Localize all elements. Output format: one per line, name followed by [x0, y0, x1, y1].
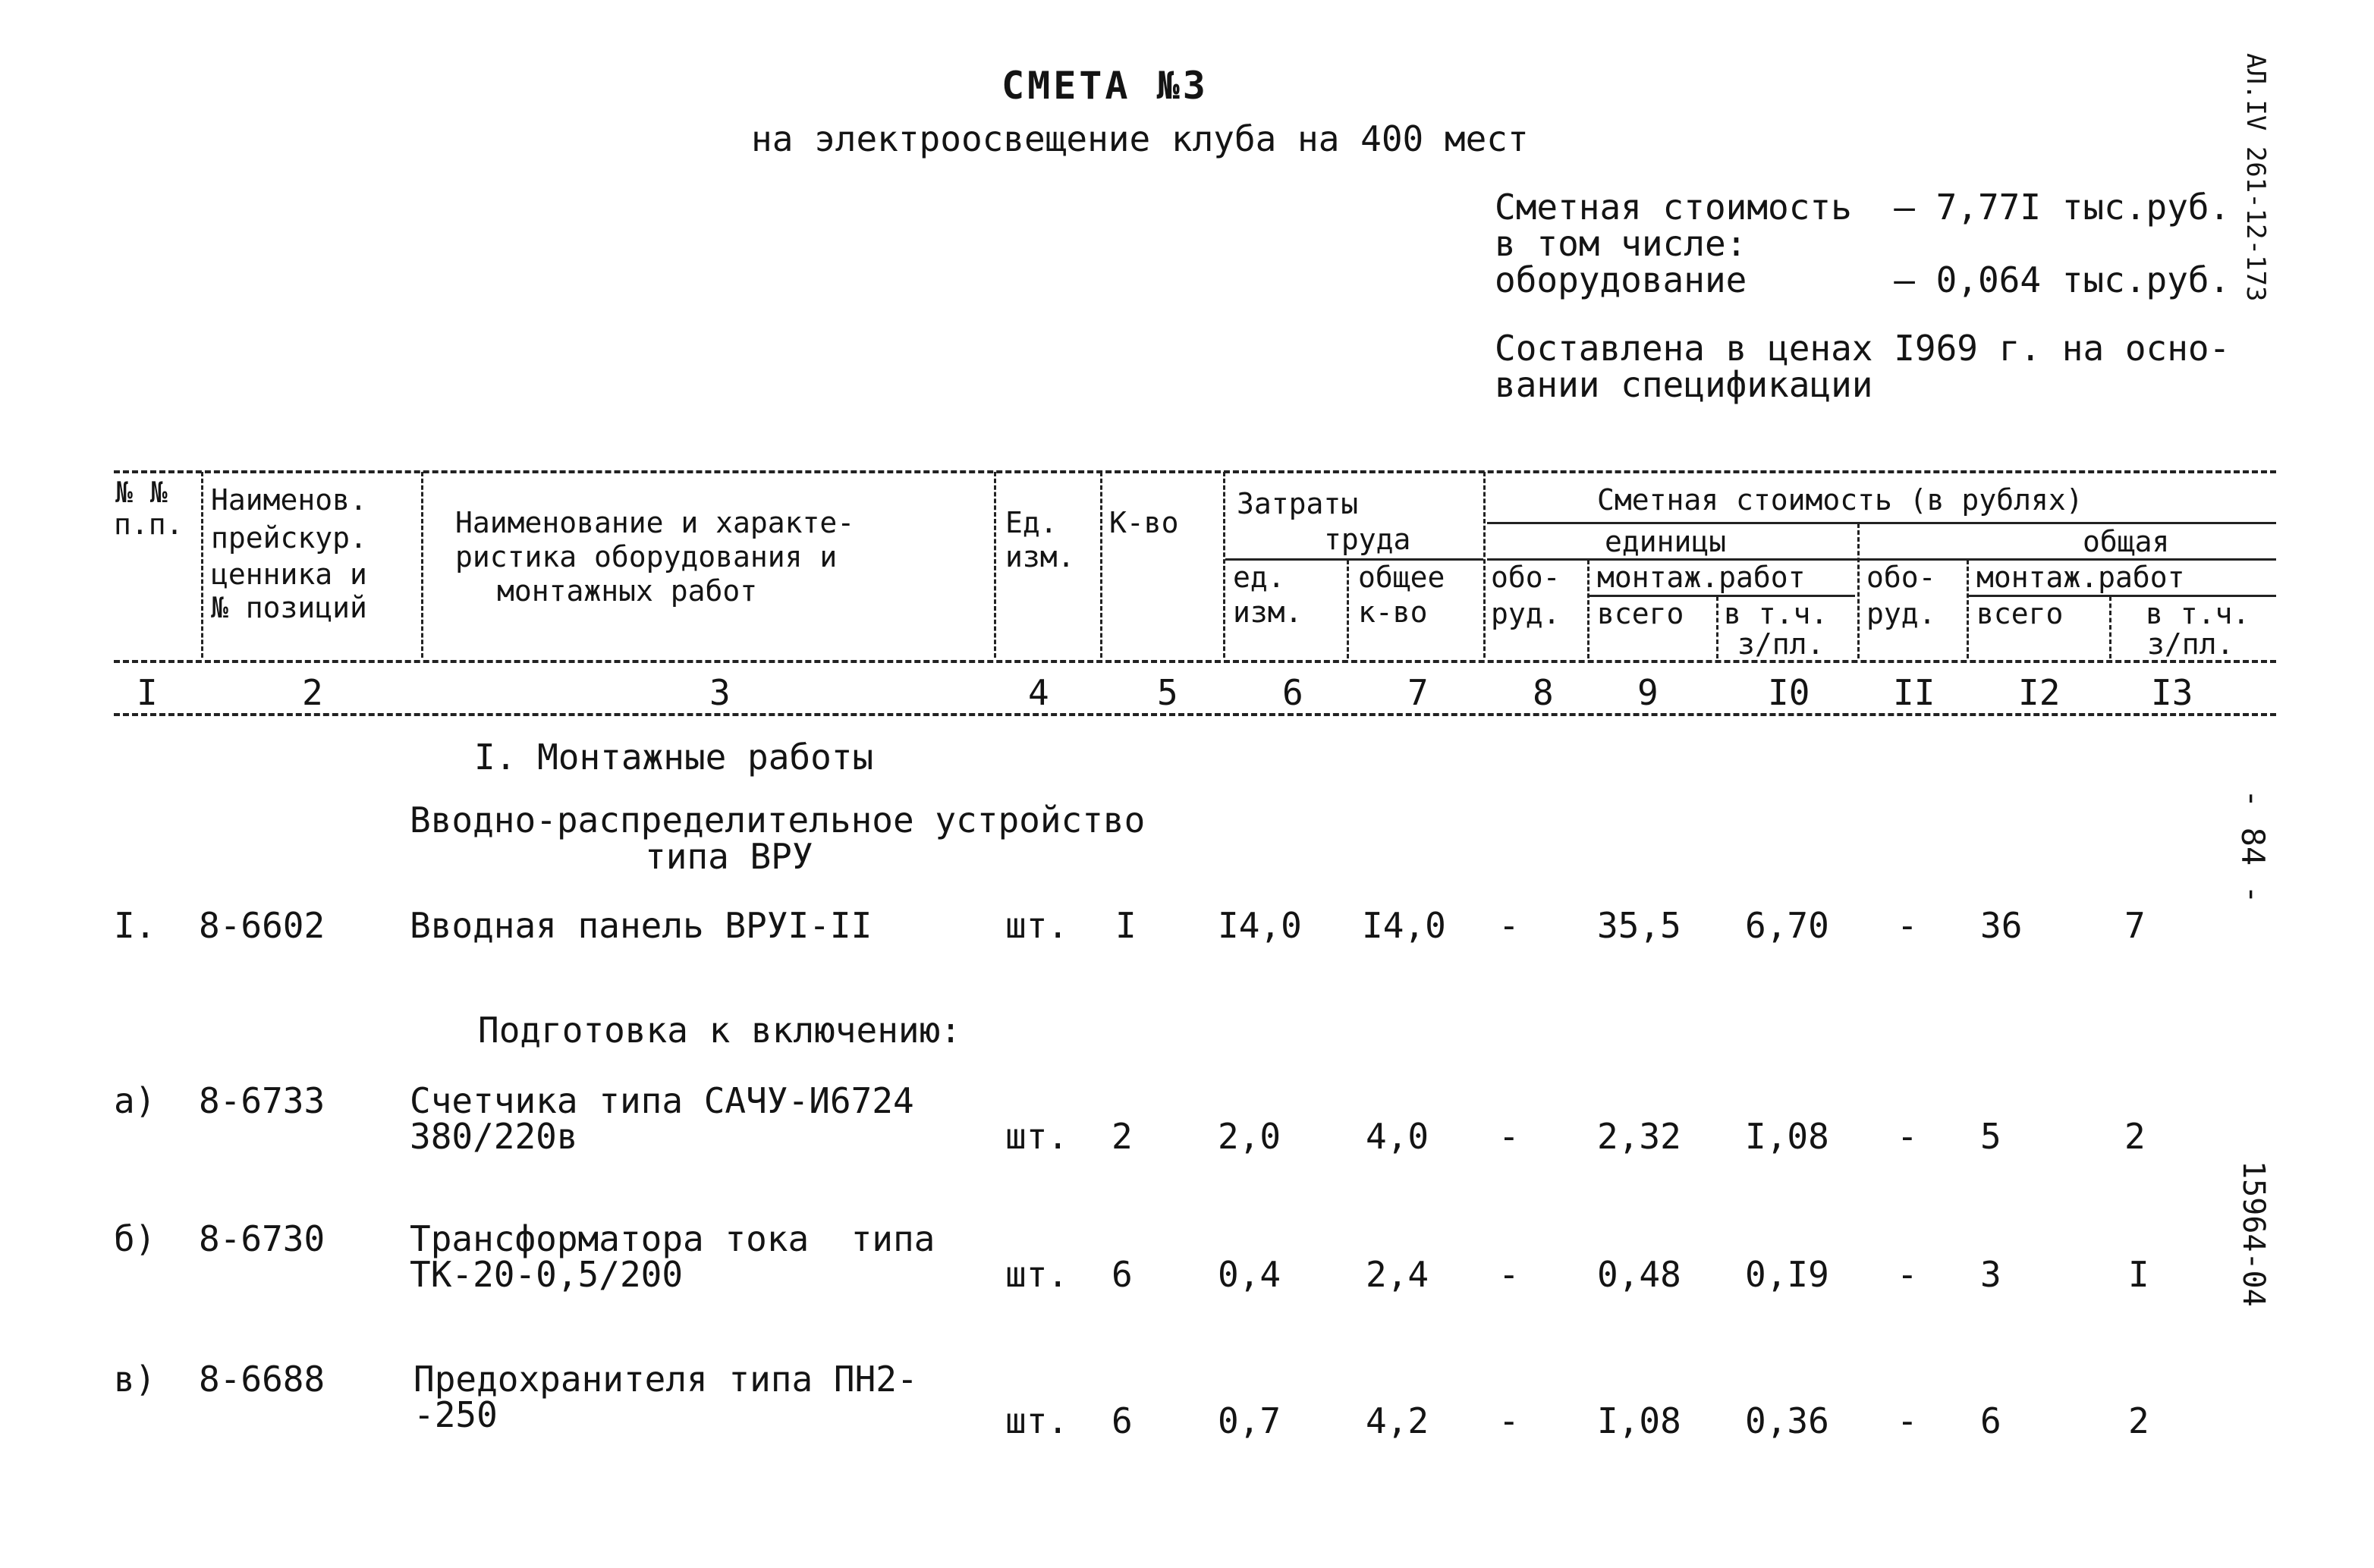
- hdr-equip-a: обо-: [1491, 561, 1561, 594]
- hdr-wage-unit-a: в т.ч.: [1724, 597, 1828, 630]
- row-a-code: 8-6733: [199, 1080, 325, 1121]
- row-c-name-2: -250: [413, 1394, 498, 1435]
- hdr-labor-b: труда: [1324, 523, 1411, 556]
- row-b-num: б): [114, 1218, 156, 1259]
- hdr-wage-total-a: в т.ч.: [2146, 597, 2250, 630]
- row1-total-equip: -: [1897, 905, 1918, 946]
- document-subtitle: на электроосвещение клуба на 400 мест: [751, 118, 1529, 159]
- row-c-num: в): [114, 1359, 156, 1400]
- hdr-wage-unit-b: з/пл.: [1737, 627, 1825, 661]
- header-top-rule: [114, 470, 2276, 473]
- hdr-equip-total-b: руд.: [1866, 597, 1936, 630]
- hdr-pricelist-d: № позиций: [211, 591, 367, 624]
- estimated-cost-line: Сметная стоимость – 7,77I тыс.руб.: [1495, 187, 2231, 228]
- row-a-total-mount: 5: [1980, 1116, 2001, 1157]
- hdr-qty: К-во: [1109, 506, 1179, 539]
- col-number-6: 6: [1282, 672, 1303, 713]
- section-title: I. Монтажные работы: [474, 737, 874, 778]
- row1-labor-unit: I4,0: [1218, 905, 1302, 946]
- group-title-preparation: Подготовка к включению:: [478, 1010, 961, 1051]
- row-b-name-2: ТК-20-0,5/200: [410, 1254, 684, 1295]
- hdr-num-b: п.п.: [114, 507, 184, 541]
- hdr-estimated-cost: Сметная стоимость (в рублях): [1597, 483, 2083, 517]
- row-b-total-wage: I: [2128, 1254, 2149, 1295]
- col-number-9: 9: [1637, 672, 1659, 713]
- row1-equip: -: [1498, 905, 1520, 946]
- row-a-unit: шт.: [1005, 1116, 1069, 1157]
- hdr-desc-b: ристика оборудования и: [455, 540, 838, 573]
- equipment-cost-line: оборудование – 0,064 тыс.руб.: [1495, 259, 2231, 300]
- including-line: в том числе:: [1495, 223, 1747, 264]
- row-c-equip: -: [1498, 1400, 1520, 1441]
- hdr-num-a: № №: [115, 476, 168, 509]
- row-c-mount-all: I,08: [1597, 1400, 1681, 1441]
- row-c-code: 8-6688: [199, 1359, 325, 1400]
- row-a-equip: -: [1498, 1116, 1520, 1157]
- group-title-line-2: типа ВРУ: [645, 836, 813, 877]
- price-basis-line-2: вании спецификации: [1495, 364, 1873, 405]
- row1-name: Вводная панель ВРУI-II: [410, 905, 873, 946]
- col-divider-4: [1100, 472, 1102, 658]
- row-a-mount-all: 2,32: [1597, 1116, 1681, 1157]
- row-c-total-mount: 6: [1980, 1400, 2001, 1441]
- row-a-mount-wage: I,08: [1745, 1116, 1829, 1157]
- hdr-mount-total-all: всего: [1976, 597, 2064, 630]
- hdr-wage-total-b: з/пл.: [2147, 627, 2234, 661]
- row1-num: I.: [114, 905, 156, 946]
- row-a-num: а): [114, 1080, 156, 1121]
- row-b-total-mount: 3: [1980, 1254, 2001, 1295]
- row-c-mount-wage: 0,36: [1745, 1400, 1829, 1441]
- album-code: АЛ.IV 261-12-173: [2240, 53, 2271, 302]
- hdr-pricelist-c: ценника и: [211, 558, 367, 591]
- hdr-desc-c: монтажных работ: [497, 574, 758, 608]
- row1-total-mount: 36: [1980, 905, 2023, 946]
- row-a-name-2: 380/220в: [410, 1116, 578, 1157]
- row1-code: 8-6602: [199, 905, 325, 946]
- col-number-10: I0: [1768, 672, 1810, 713]
- row-c-unit: шт.: [1005, 1400, 1069, 1441]
- hdr-unit-a: Ед.: [1005, 506, 1058, 539]
- hdr-unit-b: изм.: [1005, 540, 1075, 573]
- col-divider-5: [1223, 472, 1225, 658]
- hdr-mount-unit-all: всего: [1597, 597, 1684, 630]
- row-c-labor-unit: 0,7: [1218, 1400, 1281, 1441]
- row1-qty: I: [1115, 905, 1137, 946]
- hdr-labor-unit-b: изм.: [1233, 595, 1303, 629]
- hdr-labor-total-b: к-во: [1358, 595, 1428, 629]
- col-number-13: I3: [2151, 672, 2193, 713]
- col-divider-10: [1857, 523, 1860, 658]
- hdr-labor-a: Затраты: [1237, 487, 1359, 520]
- row-b-code: 8-6730: [199, 1218, 325, 1259]
- row1-mount-all: 35,5: [1597, 905, 1681, 946]
- col-number-11: II: [1893, 672, 1935, 713]
- row-b-total-equip: -: [1897, 1254, 1918, 1295]
- hdr-equip-total-a: обо-: [1866, 561, 1936, 594]
- row-b-mount-wage: 0,I9: [1745, 1254, 1829, 1295]
- col-divider-8: [1587, 560, 1589, 658]
- row-a-name-1: Счетчика типа САЧУ-И6724: [410, 1080, 914, 1121]
- header-cost-rule: [1487, 522, 2276, 524]
- hdr-pricelist-a: Наименов.: [211, 483, 367, 517]
- header-bottom-rule: [114, 660, 2276, 663]
- hdr-labor-total-a: общее: [1358, 561, 1445, 594]
- col-number-1: I: [137, 672, 158, 713]
- col-divider-2: [421, 472, 423, 658]
- hdr-desc-a: Наименование и характе-: [455, 506, 855, 539]
- hdr-equip-b: руд.: [1491, 597, 1561, 630]
- row-b-name-1: Трансформатора тока типа: [410, 1218, 935, 1259]
- document-number: 15964-04: [2236, 1161, 2271, 1307]
- col-number-3: 3: [709, 672, 731, 713]
- hdr-mount-total: монтаж.работ: [1976, 561, 2185, 594]
- price-basis-line-1: Составлена в ценах I969 г. на осно-: [1495, 328, 2231, 369]
- row-c-total-wage: 2: [2128, 1400, 2149, 1441]
- hdr-mount-unit: монтаж.работ: [1597, 561, 1806, 594]
- row-b-qty: 6: [1112, 1254, 1133, 1295]
- col-divider-11: [1967, 560, 1969, 658]
- row-b-equip: -: [1498, 1254, 1520, 1295]
- row-a-labor-total: 4,0: [1366, 1116, 1429, 1157]
- column-number-rule: [114, 713, 2276, 716]
- row-a-labor-unit: 2,0: [1218, 1116, 1281, 1157]
- hdr-total: общая: [2083, 525, 2170, 558]
- col-number-4: 4: [1028, 672, 1049, 713]
- group-title-line-1: Вводно-распределительное устройство: [410, 800, 1146, 841]
- col-divider-9: [1716, 596, 1718, 658]
- col-number-8: 8: [1533, 672, 1554, 713]
- col-number-5: 5: [1157, 672, 1178, 713]
- col-number-2: 2: [302, 672, 323, 713]
- col-divider-7: [1483, 472, 1486, 658]
- row-b-labor-total: 2,4: [1366, 1254, 1429, 1295]
- row-c-name-1: Предохранителя типа ПН2-: [413, 1359, 918, 1400]
- row-b-labor-unit: 0,4: [1218, 1254, 1281, 1295]
- col-divider-6: [1347, 560, 1349, 658]
- row-b-unit: шт.: [1005, 1254, 1069, 1295]
- col-number-7: 7: [1407, 672, 1429, 713]
- hdr-pricelist-b: прейскур.: [211, 521, 367, 555]
- col-number-12: I2: [2018, 672, 2061, 713]
- row-a-total-wage: 2: [2124, 1116, 2146, 1157]
- col-divider-3: [994, 472, 996, 658]
- row1-total-wage: 7: [2124, 905, 2146, 946]
- row1-unit: шт.: [1005, 905, 1069, 946]
- row-c-qty: 6: [1112, 1400, 1133, 1441]
- row-a-qty: 2: [1112, 1116, 1133, 1157]
- row-c-total-equip: -: [1897, 1400, 1918, 1441]
- col-divider-12: [2109, 596, 2111, 658]
- hdr-labor-unit-a: ед.: [1233, 561, 1285, 594]
- col-divider-1: [201, 472, 203, 658]
- page-number: - 84 -: [2234, 789, 2272, 904]
- document-title: СМЕТА №3: [1001, 64, 1209, 108]
- row1-mount-wage: 6,70: [1745, 905, 1829, 946]
- row-c-labor-total: 4,2: [1366, 1400, 1429, 1441]
- row-a-total-equip: -: [1897, 1116, 1918, 1157]
- row1-labor-total: I4,0: [1362, 905, 1446, 946]
- row-b-mount-all: 0,48: [1597, 1254, 1681, 1295]
- hdr-per-unit: единицы: [1605, 525, 1727, 558]
